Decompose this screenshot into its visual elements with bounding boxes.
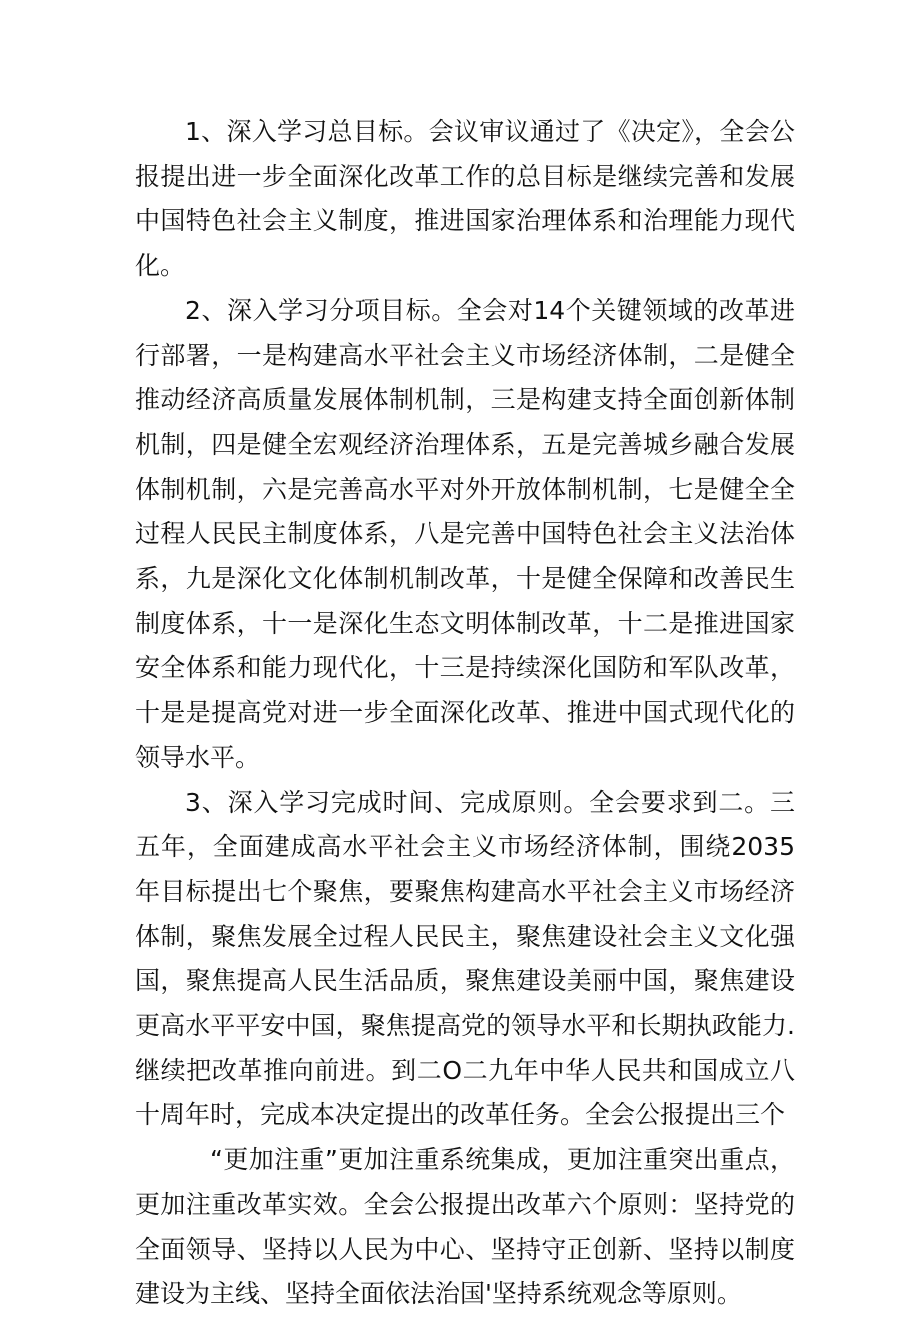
paragraph-sub-goals: 2、深入学习分项目标。全会对14个关键领域的改革进行部署，一是构建高水平社会主义市场经济体制，二是健全推动经济高质量发展体制机制，三是构建支持全面创新体制机制，四是健全宏观经济治理体系，五是完善城乡融合发展体制机制，六是完善高水平对外开放体制机制，七是健全全过程人民民主制度体系，八是完善中国特色社会主义法治体系，九是深化文化体制机制改革，十是健全保障和改善民生制度体系，十一是深化生态文明体制改革，十二是推进国家安全体系和能力现代化，十三是持续深化国防和军队改革，十是是提高党对进一步全面深化改革、推进中国式现代化的领导水平。 [135,295,795,772]
document-body [135,110,795,1317]
paragraph-timeline-principles: 3、深入学习完成时间、完成原则。全会要求到二。三五年，全面建成高水平社会主义市场经济体制，围绕2035年目标提出七个聚焦，要聚焦构建高水平社会主义市场经济体制，聚焦发展全过程人民民主，聚焦建设社会主义文化强国，聚焦提高人民生活品质，聚焦建设美丽中国，聚焦建设更高水平平安中国，聚焦提高党的领导水平和长期执政能力.继续把改革推向前进。到二O二九年中华人民共和国成立八十周年时，完成本决定提出的改革任务。全会公报提出三个 [135,787,795,1130]
paragraph-more-emphasis: “更加注重”更加注重系统集成，更加注重突出重点，更加注重改革实效。全会公报提出改革六个原则：坚持党的全面领导、坚持以人民为中心、坚持守正创新、坚持以制度建设为主线、坚持全面依法治国'坚持系统观念等原则。 [135,1145,795,1309]
paragraph-overall-goal: 1、深入学习总目标。会议审议通过了《决定》，全会公报提出进一步全面深化改革工作的总目标是继续完善和发展中国特色社会主义制度，推进国家治理体系和治理能力现代化。 [135,117,795,281]
